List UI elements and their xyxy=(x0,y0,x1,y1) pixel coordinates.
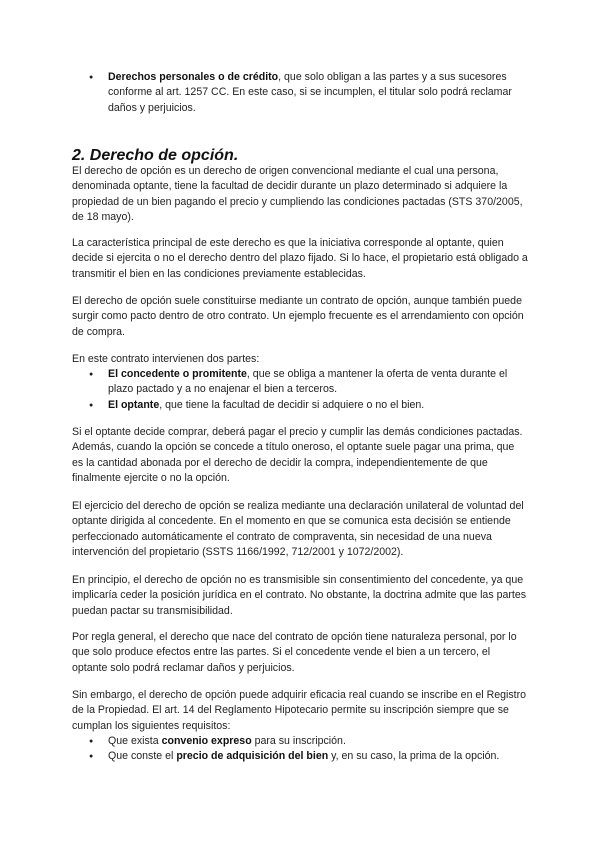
list-item xyxy=(72,398,528,413)
paragraph-6: El ejercicio del derecho de opción se realiza mediante una declaración unilateral de voluntad del optante dirigida al concedente. En el momento en que se comunica esta decisión se entiende perfeccionado automáticamente el contrato de compraventa, sin necesidad de una nueva intervención del propietario (SSTS 1166/1992, 712/2001 y 1072/2002). xyxy=(72,500,524,559)
list-item xyxy=(72,367,528,398)
requirements-list xyxy=(72,734,528,765)
paragraph-8: Por regla general, el derecho que nace del contrato de opción tiene naturaleza personal, por lo que solo produce efectos entre las partes. Si el concedente vende el bien a un tercero, el optante solo podrá reclamar daños y perjuicios. xyxy=(72,631,517,674)
list-item-text: , que se obliga a mantener la oferta de venta durante el plazo pactado y a no enajenar el bien a terceros. xyxy=(108,368,508,396)
parties-list xyxy=(72,367,528,413)
list-item-bold: Derechos personales o de crédito xyxy=(108,71,279,83)
paragraph-7: En principio, el derecho de opción no es transmisible sin consentimiento del concedente, ya que implicaría ceder la posición jurídica en el contrato. No obstante, la doctrina admite que las partes puedan pactar su transmisibilidad. xyxy=(72,574,527,617)
list-item-post: y, en su caso, la prima de la opción. xyxy=(328,750,500,763)
list-item xyxy=(72,70,528,116)
paragraph-5: Si el optante decide comprar, deberá pagar el precio y cumplir las demás condiciones pactadas. Además, cuando la opción se concede a título oneroso, el optante suele pagar una prima, que es la cantidad abonada por el derecho de decidir la compra, independientemente de que finalmente ejercite o no la opción. xyxy=(72,426,523,485)
list-item-pre: Que conste el xyxy=(108,750,177,763)
list-item-pre: Que exista xyxy=(108,735,162,747)
list-item-post: para su inscripción. xyxy=(251,735,346,747)
list-item xyxy=(72,734,528,749)
paragraph-9: Sin embargo, el derecho de opción puede adquirir eficacia real cuando se inscribe en el Registro de la Propiedad. El art. 14 del Reglamento Hipotecario permite su inscripción siempre que se cumplan los siguientes requisitos: xyxy=(72,689,527,732)
list-item-text: , que solo obligan a las partes y a sus sucesores conforme al art. 1257 CC. En este caso, si se incumplen, el titular solo podrá reclamar daños y perjuicios. xyxy=(108,71,512,114)
paragraph-3: El derecho de opción suele constituirse mediante un contrato de opción, aunque también puede surgir como pacto dentro de otro contrato. Un ejemplo frecuente es el arrendamiento con opción de compra. xyxy=(72,295,524,338)
list-item-bold: convenio expreso xyxy=(161,735,252,747)
list-item-bold: El optante xyxy=(108,398,160,411)
list-item xyxy=(72,749,528,764)
section-title: 2. Derecho de opción. xyxy=(72,147,239,164)
list-item-bold: precio de adquisición del bien xyxy=(176,750,329,763)
paragraph-2: La característica principal de este derecho es que la iniciativa corresponde al optante, quien decide si ejercita o no el derecho dentro del plazo fijado. Si lo hace, el propietario está obligado a transmitir el bien en las condiciones previamente establecidas. xyxy=(72,237,528,280)
paragraph-4: En este contrato intervienen dos partes: xyxy=(72,353,260,365)
paragraph-1: El derecho de opción es un derecho de origen convencional mediante el cual una persona, denominada optante, tiene la facultad de decidir durante un plazo determinado si adquiere la propiedad de un bien pagando el precio y cumpliendo las condiciones pactadas (STS 370/2005, de 18 mayo). xyxy=(72,165,523,224)
list-item-text: , que tiene la facultad de decidir si adquiere o no el bien. xyxy=(159,398,425,411)
list-item-bold: El concedente o promitente xyxy=(108,368,247,380)
rights-list xyxy=(72,70,528,116)
